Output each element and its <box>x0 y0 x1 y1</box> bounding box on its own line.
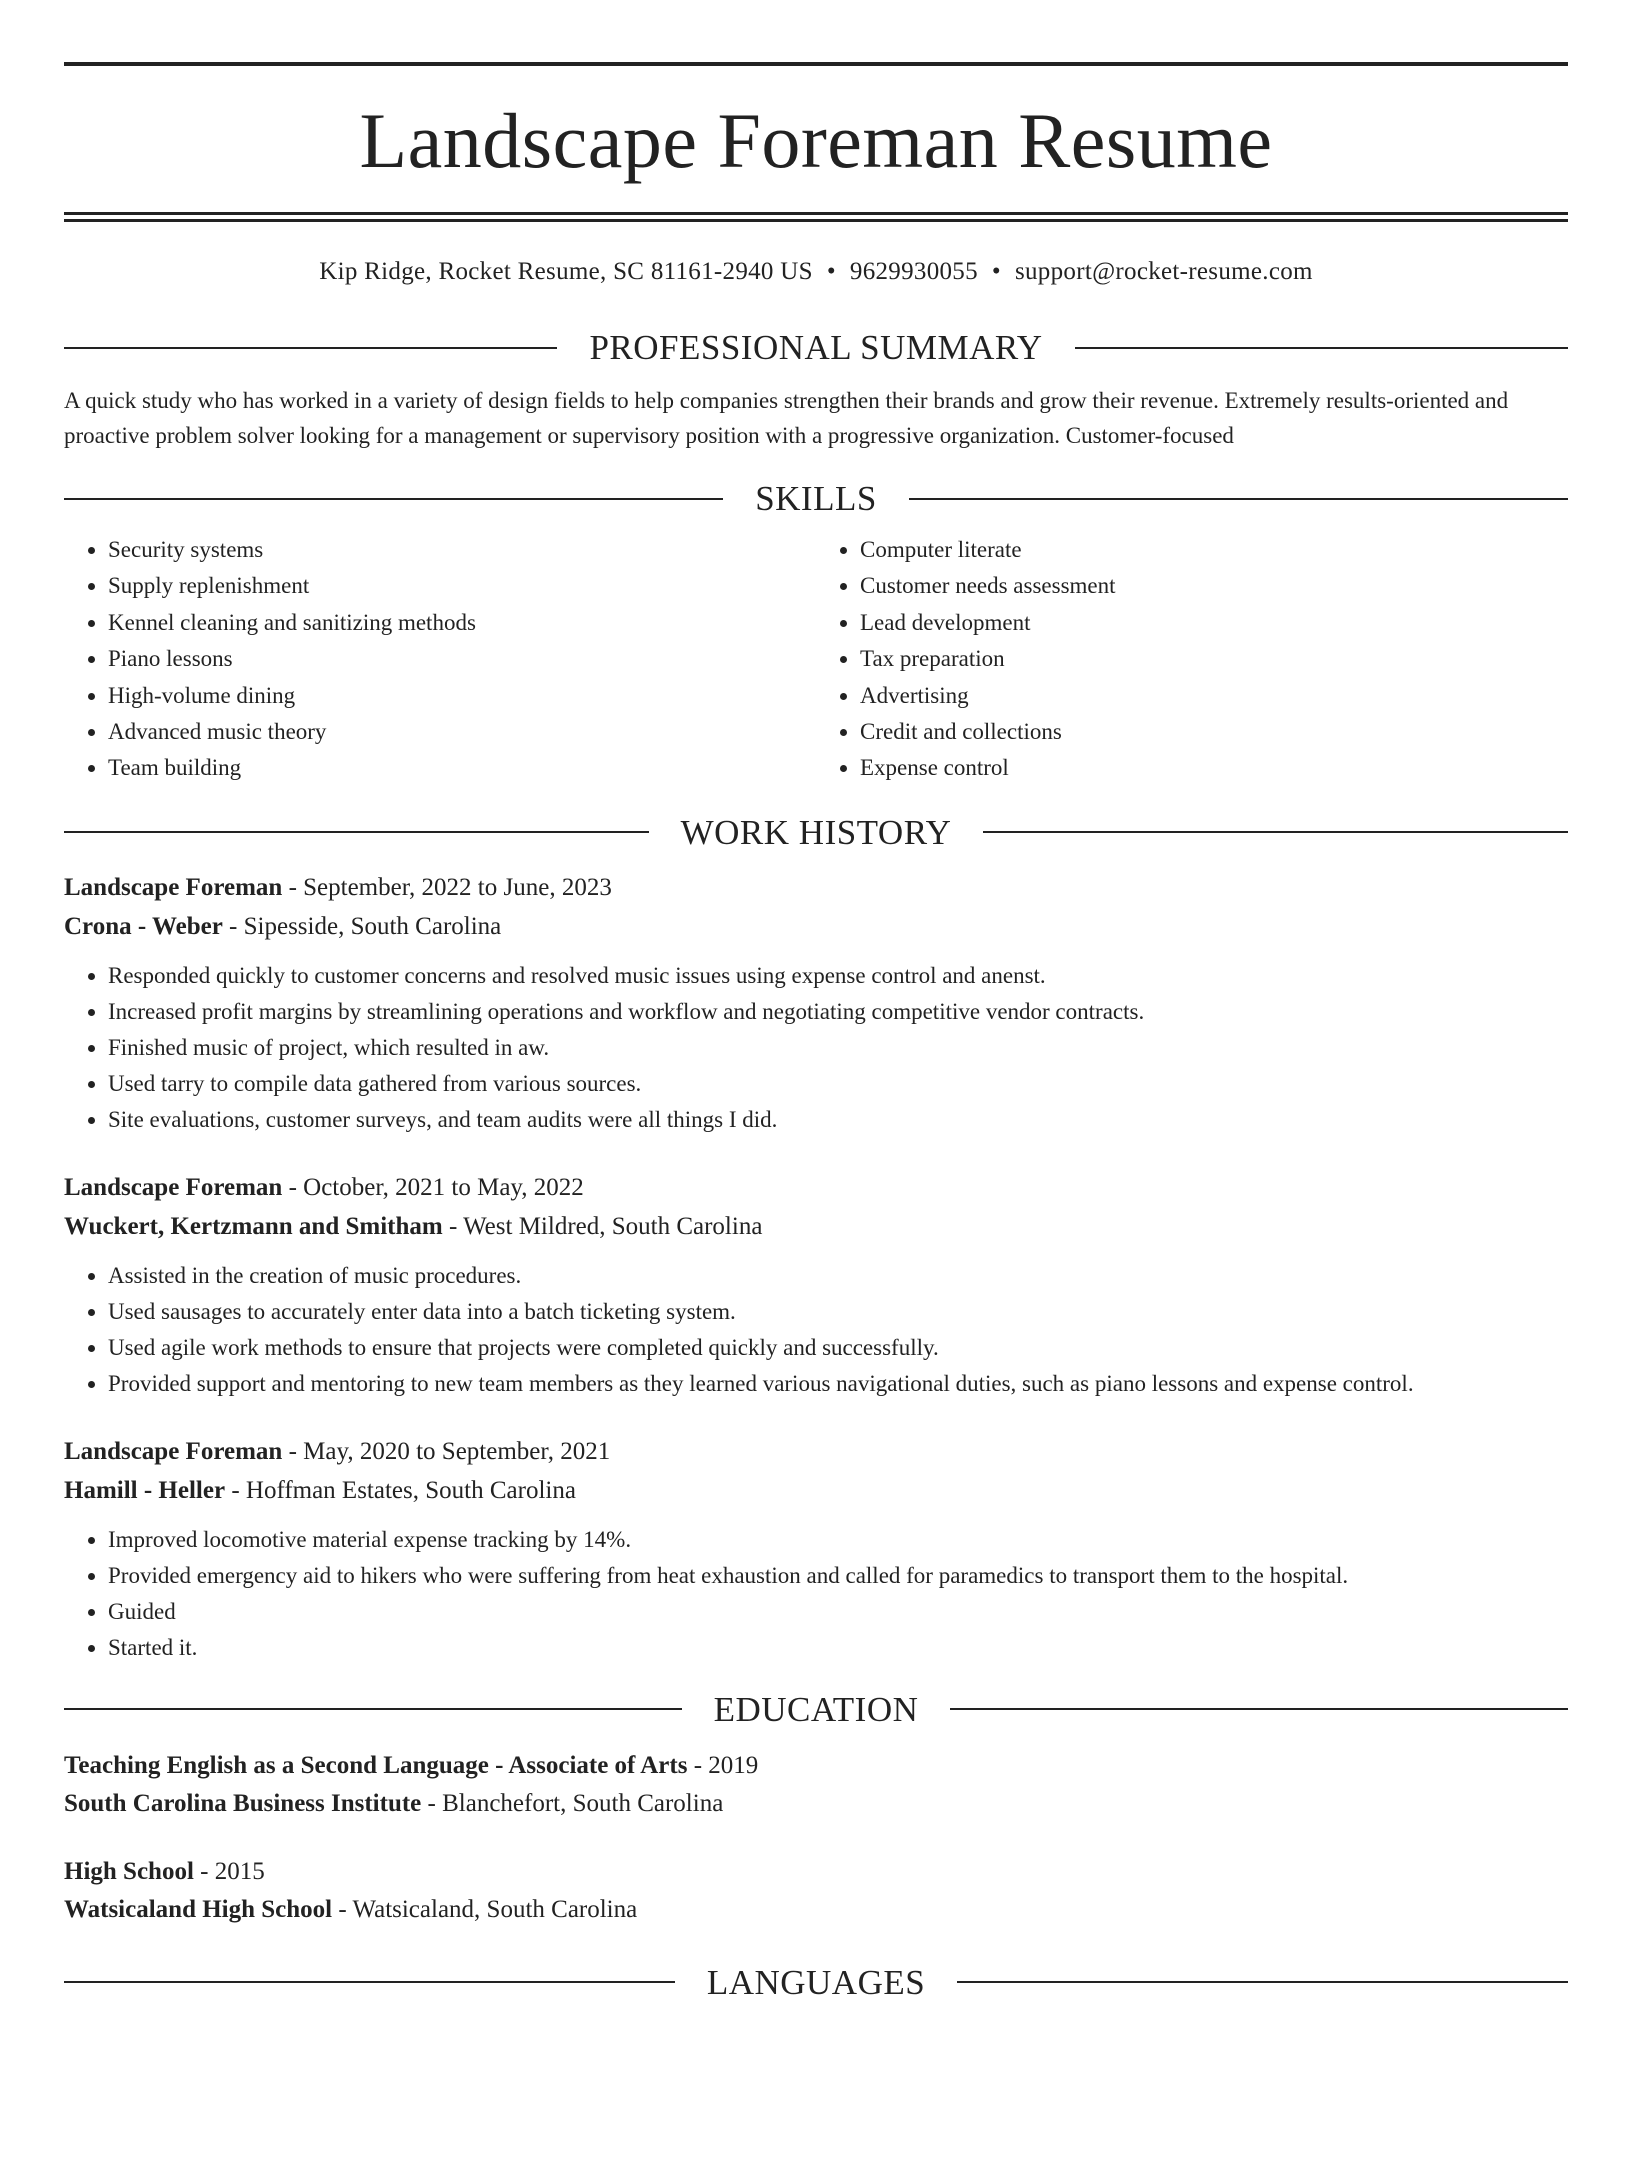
job-bullet: • Guided <box>108 1594 1568 1630</box>
title-double-rule <box>64 212 1568 222</box>
job-bullet: • Used tarry to compile data gathered from various sources. <box>108 1066 1568 1102</box>
skills-column-left <box>64 532 816 787</box>
skills-column-right <box>816 532 1568 787</box>
job-company-line <box>64 907 1568 946</box>
section-header-education <box>64 1689 1568 1729</box>
education-year: - 2015 <box>193 1857 265 1885</box>
contact-phone[interactable]: 9629930055 <box>849 258 978 285</box>
education-degree-line <box>64 1853 1568 1891</box>
job-location: - Sipesside, South Carolina <box>222 912 502 940</box>
job-bullet: • Started it. <box>108 1630 1568 1666</box>
job-bullet: • Site evaluations, customer surveys, and team audits were all things I did. <box>108 1102 1568 1138</box>
section-title: PROFESSIONAL SUMMARY <box>589 328 1043 367</box>
skill-item: • High-volume dining <box>108 678 816 714</box>
job-title: Landscape Foreman <box>64 873 283 901</box>
skill-item: • Expense control <box>860 750 1568 786</box>
job-bullet: • Improved locomotive material expense tracking by 14%. <box>108 1522 1568 1558</box>
job-dates: - May, 2020 to September, 2021 <box>282 1437 611 1465</box>
education-location: - Blanchefort, South Carolina <box>421 1789 724 1817</box>
job-company-line <box>64 1471 1568 1510</box>
skill-item: • Customer needs assessment <box>860 568 1568 604</box>
top-rule <box>64 62 1568 66</box>
job-bullet: • Provided support and mentoring to new team members as they learned various navigational duties, such as piano lessons and expense control. <box>108 1366 1568 1402</box>
section-rule <box>957 1981 1568 1983</box>
job-title: Landscape Foreman <box>64 1437 283 1465</box>
section-rule <box>64 498 723 500</box>
skill-item: • Advanced music theory <box>108 714 816 750</box>
job-bullet: • Increased profit margins by streamlining operations and workflow and negotiating competitive vendor contracts. <box>108 994 1568 1030</box>
resume-page <box>0 62 1632 2174</box>
section-rule <box>64 1981 675 1983</box>
skills-list <box>64 532 1568 787</box>
job-dates: - September, 2022 to June, 2023 <box>282 873 612 901</box>
skill-item: • Supply replenishment <box>108 568 816 604</box>
job-company-line <box>64 1207 1568 1246</box>
skill-item: • Security systems <box>108 532 816 568</box>
job-entry <box>64 1168 1568 1402</box>
job-bullet: • Used agile work methods to ensure that projects were completed quickly and successfully. <box>108 1330 1568 1366</box>
skill-item: • Piano lessons <box>108 641 816 677</box>
skill-item: • Advertising <box>860 678 1568 714</box>
job-bullet: • Finished music of project, which resulted in aw. <box>108 1030 1568 1066</box>
section-title: SKILLS <box>755 479 877 518</box>
job-bullet: • Responded quickly to customer concerns and resolved music issues using expense control and anenst. <box>108 958 1568 994</box>
skill-item: • Team building <box>108 750 816 786</box>
job-bullet: • Used sausages to accurately enter data into a batch ticketing system. <box>108 1294 1568 1330</box>
contact-line <box>64 258 1568 286</box>
section-header-summary <box>64 330 1568 365</box>
section-rule <box>950 1708 1568 1710</box>
job-entry <box>64 1432 1568 1666</box>
job-company: Crona - Weber <box>64 912 223 940</box>
job-bullet: • Provided emergency aid to hikers who were suffering from heat exhaustion and called for paramedics to transport them to the hospital. <box>108 1558 1568 1594</box>
education-school-line <box>64 1891 1568 1929</box>
contact-separator: • <box>991 258 1001 285</box>
job-company: Hamill - Heller <box>64 1476 226 1504</box>
contact-address: Kip Ridge, Rocket Resume, SC 81161-2940 US <box>319 258 813 285</box>
section-header-languages <box>64 1962 1568 2002</box>
education-degree: Teaching English as a Second Language - Associate of Arts <box>64 1751 688 1779</box>
contact-email[interactable]: support@rocket-resume.com <box>1014 258 1313 285</box>
job-location: - West Mildred, South Carolina <box>442 1212 763 1240</box>
job-title-line <box>64 1432 1568 1471</box>
skill-item: • Lead development <box>860 605 1568 641</box>
job-bullets <box>64 1258 1568 1402</box>
job-entry <box>64 868 1568 1138</box>
job-company: Wuckert, Kertzmann and Smitham <box>64 1212 443 1240</box>
job-bullet: • Assisted in the creation of music procedures. <box>108 1258 1568 1294</box>
education-school: South Carolina Business Institute <box>64 1789 422 1817</box>
job-location: - Hoffman Estates, South Carolina <box>225 1476 576 1504</box>
section-rule <box>1075 347 1568 349</box>
job-title-line <box>64 868 1568 907</box>
section-title: WORK HISTORY <box>680 812 952 852</box>
job-title: Landscape Foreman <box>64 1173 283 1201</box>
education-degree-line <box>64 1747 1568 1785</box>
contact-separator: • <box>826 258 836 285</box>
education-degree: High School <box>64 1857 194 1885</box>
education-year: - 2019 <box>687 1751 759 1779</box>
job-dates: - October, 2021 to May, 2022 <box>282 1173 584 1201</box>
section-rule <box>64 1708 682 1710</box>
job-title-line <box>64 1168 1568 1207</box>
education-school: Watsicaland High School <box>64 1895 333 1923</box>
section-header-work <box>64 812 1568 852</box>
section-rule <box>909 498 1568 500</box>
section-rule <box>64 347 557 349</box>
section-header-skills <box>64 481 1568 516</box>
education-entry <box>64 1853 1568 1929</box>
resume-title: Landscape Foreman Resume <box>359 97 1273 184</box>
education-location: - Watsicaland, South Carolina <box>332 1895 638 1923</box>
job-bullets <box>64 958 1568 1138</box>
section-title: EDUCATION <box>713 1689 919 1729</box>
section-rule <box>64 831 649 833</box>
skill-item: • Credit and collections <box>860 714 1568 750</box>
summary-text: A quick study who has worked in a variety of design fields to help companies strengthen their brands and grow their revenue. Extremely results-oriented and proactive problem solver looking for a management or supervisory position with a progressive organization. Customer-focused <box>64 388 1509 448</box>
skill-item: • Kennel cleaning and sanitizing methods <box>108 605 816 641</box>
section-title: LANGUAGES <box>706 1962 926 2002</box>
education-entry <box>64 1747 1568 1823</box>
section-rule <box>983 831 1568 833</box>
skill-item: • Computer literate <box>860 532 1568 568</box>
job-bullets <box>64 1522 1568 1666</box>
education-school-line <box>64 1785 1568 1823</box>
skill-item: • Tax preparation <box>860 641 1568 677</box>
